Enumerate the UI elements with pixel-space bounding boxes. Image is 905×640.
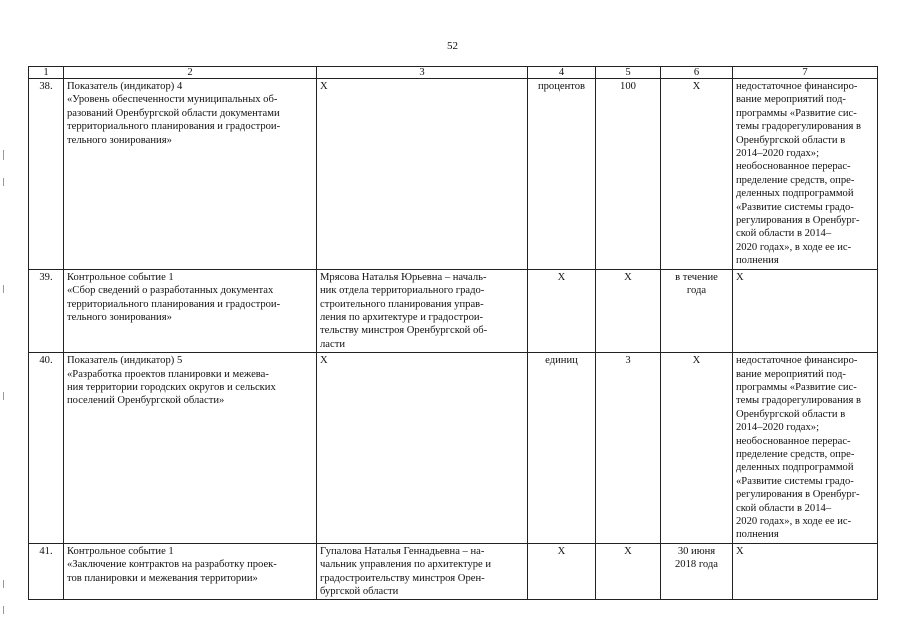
scan-edge-mark <box>3 150 4 160</box>
table-row <box>29 79 878 270</box>
target-value: 3 <box>625 355 631 367</box>
row-number: 41. <box>29 543 64 600</box>
header-cell: 2 <box>64 67 317 79</box>
unit-of-measure: единиц <box>545 355 578 367</box>
item-name: Показатель (индикатор) 4 «Уровень обеспеченности муниципальных об- разований Оренбургской области документами территориального планирования и градострои- тельного зонирования» <box>67 81 281 146</box>
target-value: 100 <box>620 81 636 92</box>
responsible-person: Мрясова Наталья Юрьевна – началь- ник отдела территориального градо- строительного планирования управ- ления по архитектуре и градострои- тельству минстроя Оренбургской об- ласти <box>320 271 488 350</box>
risk-description: недостаточное финансиро- вание мероприятий под- программы «Развитие сис- темы градорегулирования в Оренбургской области в 2014–2020 годах»; необоснованное перерас- пределение средств, опре- деленных подпрограммой «Развитие системы градо- регулирования в Оренбург- ской области в 2014– 2020 годах», в ходе ее ис- полнения <box>736 81 861 267</box>
item-name: Контрольное событие 1 «Сбор сведений о разработанных документах территориального планирования и градострои- тельного зонирования» <box>67 271 281 323</box>
scan-edge-mark <box>3 392 4 400</box>
plan-table <box>28 66 878 600</box>
responsible-person: X <box>320 81 328 92</box>
risk-description: X <box>736 271 744 283</box>
target-value: X <box>624 271 632 283</box>
deadline: в течение года <box>675 271 718 297</box>
header-cell: 3 <box>317 67 528 79</box>
unit-of-measure: процентов <box>537 81 586 92</box>
unit-of-measure: X <box>557 271 566 283</box>
header-cell: 7 <box>733 67 878 79</box>
scan-edge-mark <box>3 285 4 293</box>
responsible-person: X <box>320 355 328 367</box>
deadline: X <box>692 81 701 92</box>
item-name: Показатель (индикатор) 5 «Разработка проектов планировки и межева- ния территории городских округов и сельских поселений Оренбургской области» <box>67 355 276 407</box>
header-cell: 4 <box>528 67 596 79</box>
header-cell: 6 <box>661 67 733 79</box>
row-number: 40. <box>29 353 64 544</box>
item-name: Контрольное событие 1 «Заключение контрактов на разработку проек- тов планировки и межевания территории» <box>67 545 277 584</box>
risk-description: X <box>736 545 744 557</box>
row-number: 38. <box>29 79 64 270</box>
header-cell: 5 <box>596 67 661 79</box>
deadline: X <box>692 355 701 367</box>
scan-edge-mark <box>3 606 4 614</box>
table-row <box>29 353 878 544</box>
table-row <box>29 543 878 600</box>
scan-edge-mark <box>3 580 4 588</box>
row-number: 39. <box>29 269 64 352</box>
page-number: 52 <box>447 40 458 52</box>
scan-edge-mark <box>3 178 4 186</box>
risk-description: недостаточное финансиро- вание мероприятий под- программы «Развитие сис- темы градорегулирования в Оренбургской области в 2014–2020 годах»; необоснованное перерас- пределение средств, опре- деленных подпрограммой «Развитие системы градо- регулирования в Оренбург- ской области в 2014– 2020 годах», в ходе ее ис- полнения <box>736 355 861 541</box>
table-header-row <box>29 67 878 79</box>
responsible-person: Гупалова Наталья Геннадьевна – на- чальник управления по архитектуре и градостроительству минстроя Орен- бургской области <box>320 545 492 598</box>
table-row <box>29 269 878 352</box>
header-cell: 1 <box>29 67 64 79</box>
unit-of-measure: X <box>557 545 566 557</box>
target-value: X <box>624 545 632 557</box>
deadline: 30 июня 2018 года <box>674 545 718 571</box>
